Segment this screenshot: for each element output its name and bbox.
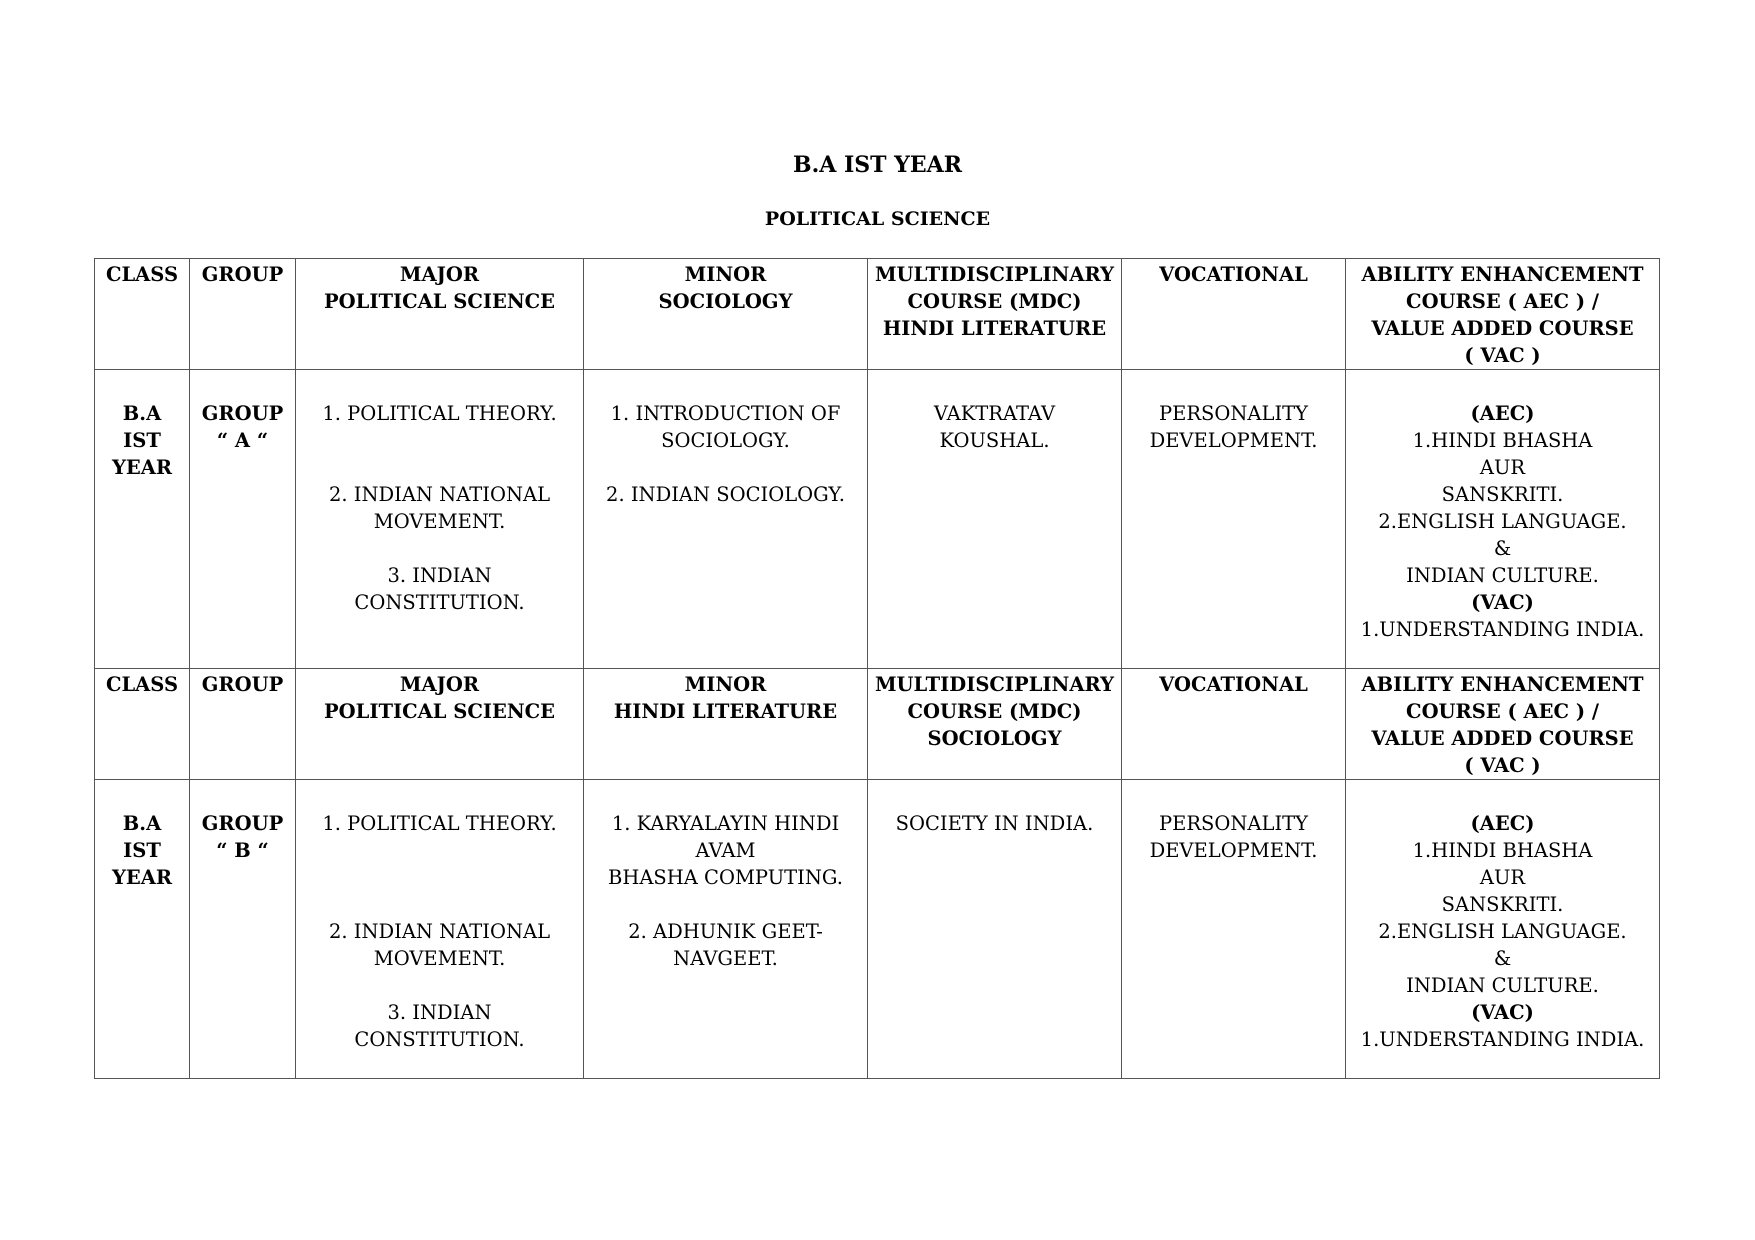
header-aec-vac: ABILITY ENHANCEMENT COURSE ( AEC ) / VALUE ADDED COURSE ( VAC ) bbox=[1346, 669, 1660, 780]
header-group: GROUP bbox=[190, 669, 296, 780]
minor-subjects: 1. KARYALAYIN HINDI AVAM BHASHA COMPUTING. 2. ADHUNIK GEET- NAVGEET. bbox=[584, 780, 868, 1079]
major-subjects: 1. POLITICAL THEORY. 2. INDIAN NATIONAL MOVEMENT. 3. INDIAN CONSTITUTION. bbox=[296, 370, 584, 669]
group-cell: GROUP “ A “ bbox=[190, 370, 296, 669]
header-class: CLASS bbox=[95, 259, 190, 370]
minor-subjects: 1. INTRODUCTION OF SOCIOLOGY. 2. INDIAN SOCIOLOGY. bbox=[584, 370, 868, 669]
body-row-group-a bbox=[95, 370, 1660, 669]
aec-vac-subjects: (AEC) 1.HINDI BHASHA AUR SANSKRITI. 2.ENGLISH LANGUAGE. & INDIAN CULTURE. (VAC) 1.UNDERSTANDING INDIA. bbox=[1346, 370, 1660, 669]
page-subtitle: POLITICAL SCIENCE bbox=[764, 208, 991, 230]
mdc-subject: VAKTRATAV KOUSHAL. bbox=[868, 370, 1122, 669]
header-vocational: VOCATIONAL bbox=[1122, 259, 1346, 370]
aec-vac-subjects: (AEC) 1.HINDI BHASHA AUR SANSKRITI. 2.ENGLISH LANGUAGE. & INDIAN CULTURE. (VAC) 1.UNDERSTANDING INDIA. bbox=[1346, 780, 1660, 1079]
group-cell: GROUP “ B “ bbox=[190, 780, 296, 1079]
vocational-subject: PERSONALITY DEVELOPMENT. bbox=[1122, 370, 1346, 669]
header-mdc: MULTIDISCIPLINARY COURSE (MDC) SOCIOLOGY bbox=[868, 669, 1122, 780]
header-row-group-b bbox=[95, 669, 1660, 780]
page-title: B.A IST YEAR bbox=[792, 152, 963, 178]
class-cell: B.A IST YEAR bbox=[95, 780, 190, 1079]
header-minor: MINOR HINDI LITERATURE bbox=[584, 669, 868, 780]
class-cell: B.A IST YEAR bbox=[95, 370, 190, 669]
syllabus-table bbox=[94, 258, 1660, 1079]
major-subjects: 1. POLITICAL THEORY. 2. INDIAN NATIONAL MOVEMENT. 3. INDIAN CONSTITUTION. bbox=[296, 780, 584, 1079]
header-vocational: VOCATIONAL bbox=[1122, 669, 1346, 780]
header-major: MAJOR POLITICAL SCIENCE bbox=[296, 669, 584, 780]
header-group: GROUP bbox=[190, 259, 296, 370]
header-minor: MINOR SOCIOLOGY bbox=[584, 259, 868, 370]
body-row-group-b bbox=[95, 780, 1660, 1079]
vocational-subject: PERSONALITY DEVELOPMENT. bbox=[1122, 780, 1346, 1079]
mdc-subject: SOCIETY IN INDIA. bbox=[868, 780, 1122, 1079]
header-aec-vac: ABILITY ENHANCEMENT COURSE ( AEC ) / VALUE ADDED COURSE ( VAC ) bbox=[1346, 259, 1660, 370]
header-mdc: MULTIDISCIPLINARY COURSE (MDC) HINDI LITERATURE bbox=[868, 259, 1122, 370]
header-row-group-a bbox=[95, 259, 1660, 370]
header-major: MAJOR POLITICAL SCIENCE bbox=[296, 259, 584, 370]
header-class: CLASS bbox=[95, 669, 190, 780]
